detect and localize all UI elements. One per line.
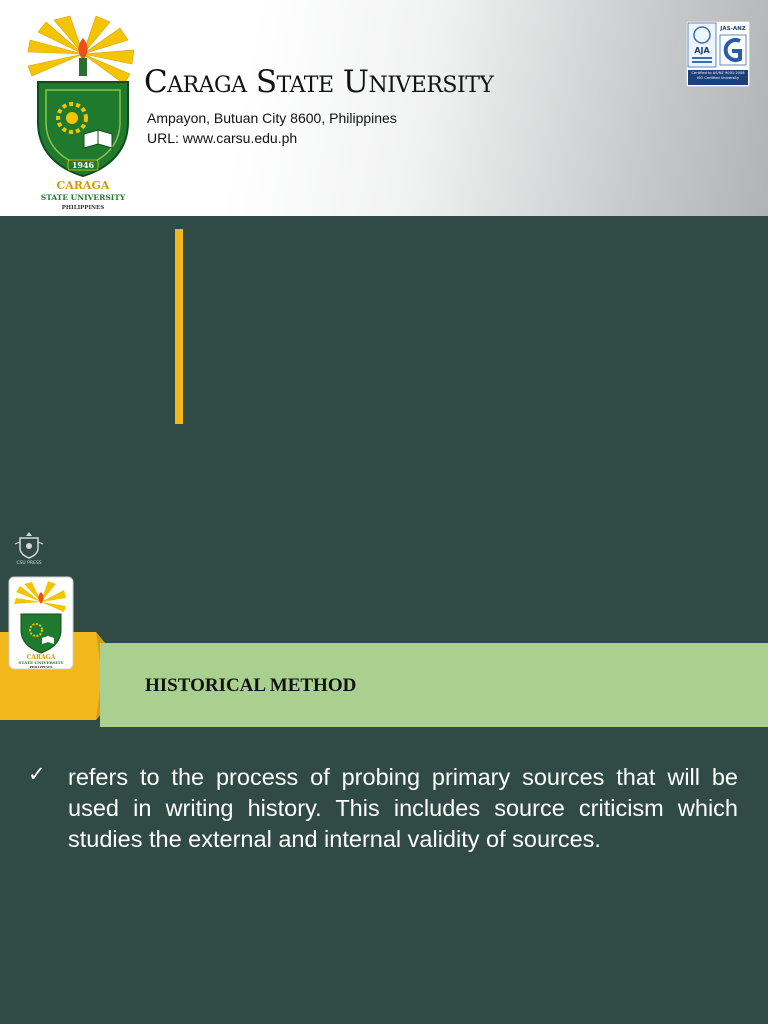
logo-card-name-line1: CARAGA bbox=[26, 654, 56, 661]
seal-year: 1946 bbox=[71, 160, 95, 170]
university-seal-logo bbox=[24, 14, 142, 212]
seal-name-line2: STATE UNIVERSITY bbox=[40, 193, 126, 202]
university-logo-card bbox=[8, 576, 74, 670]
university-address: Ampayon, Butuan City 8600, Philippines bbox=[147, 110, 397, 126]
csu-press-crest-icon bbox=[12, 530, 46, 566]
csu-press-label: CSU PRESS bbox=[16, 561, 42, 566]
cert-badge-label: AJA bbox=[694, 46, 710, 55]
accent-bar bbox=[175, 229, 183, 424]
logo-card-name-line3: PHILIPPINES bbox=[29, 665, 53, 669]
cert-caption: Certified to AS/NZ 9001:2008 ISO Certified University bbox=[691, 71, 745, 80]
section-title: HISTORICAL METHOD bbox=[145, 675, 357, 696]
university-header bbox=[0, 0, 768, 216]
cert-top-label: JAS-ANZ bbox=[720, 26, 746, 32]
certification-badge bbox=[686, 21, 750, 87]
logo-card-name-line2: STATE UNIVERSITY bbox=[18, 660, 64, 665]
seal-name-line1: CARAGA bbox=[56, 179, 110, 192]
bullet-text: refers to the process of probing primary sources that will be used in writing history. This includes source criticism which studies the external and internal validity of sources. bbox=[68, 764, 738, 852]
seal-name-line3: PHILIPPINES bbox=[61, 205, 105, 211]
checkmark-bullet-icon: ✓ bbox=[28, 763, 46, 786]
university-title: Caraga State University bbox=[144, 64, 494, 100]
university-url[interactable]: URL: www.carsu.edu.ph bbox=[147, 130, 298, 146]
